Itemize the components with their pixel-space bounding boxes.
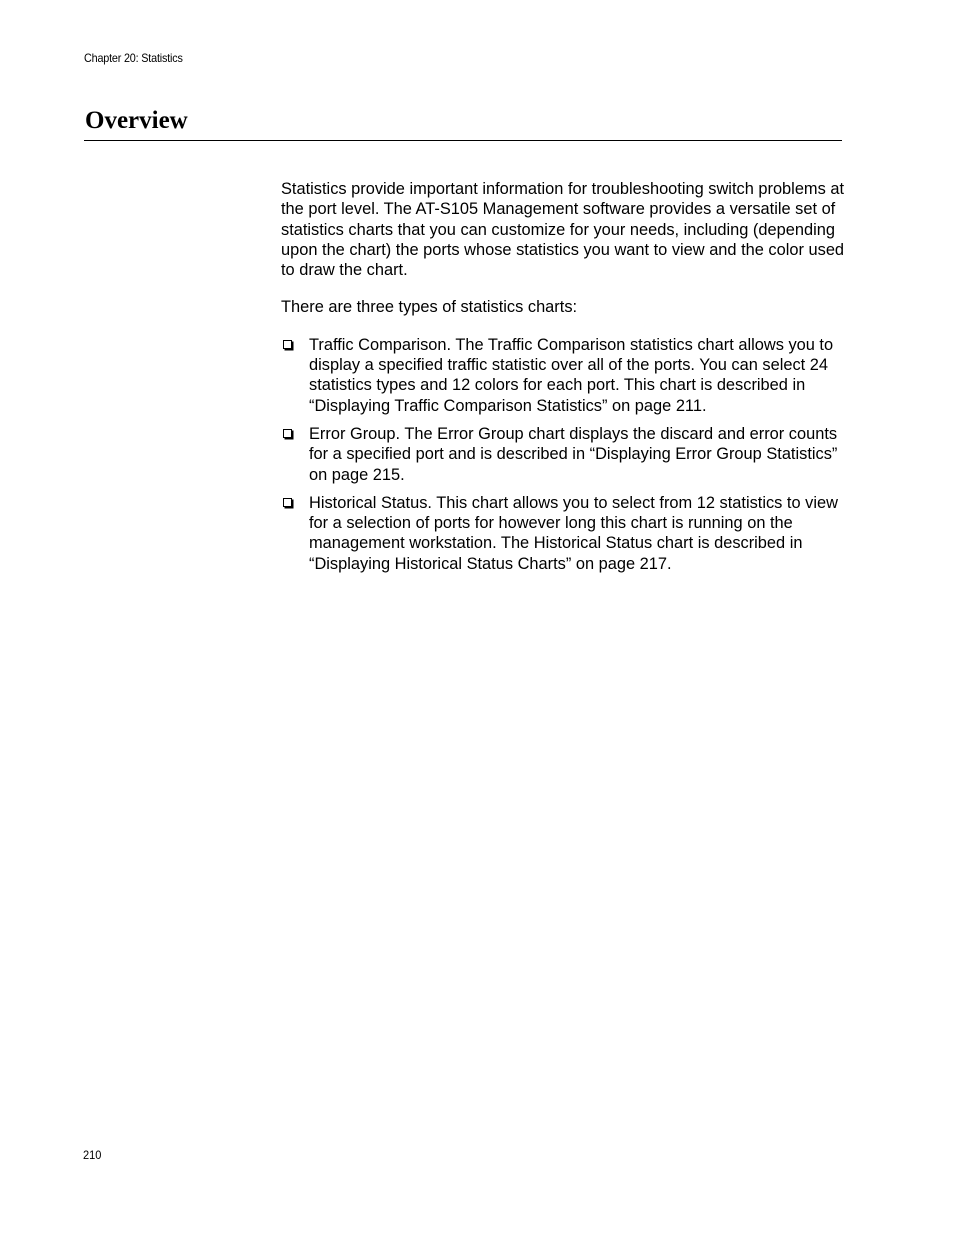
list-item	[281, 335, 846, 416]
lead-in-paragraph: There are three types of statistics charts:	[281, 298, 578, 317]
intro-paragraph: Statistics provide important information for troubleshooting switch problems at the port level. The AT-S105 Management software provides a versatile set of statistics charts that you can customize for your needs, including (depending upon the chart) the ports whose statistics you want to view and the color used to draw the chart.	[281, 180, 845, 280]
body-text	[281, 179, 846, 582]
checkbox-bullet-icon	[283, 498, 292, 507]
list-item-text: Error Group. The Error Group chart displays the discard and error counts for a specified port and is described in “Displaying Error Group Statistics” on page 215.	[309, 424, 838, 484]
running-header: Chapter 20: Statistics	[84, 51, 183, 65]
chart-types-list	[281, 335, 846, 574]
list-item	[281, 424, 846, 485]
list-item-text: Traffic Comparison. The Traffic Comparison statistics chart allows you to display a specified traffic statistic over all of the ports. You can select 24 statistics types and 12 colors for each port. This chart is described in “Displaying Traffic Comparison Statistics” on page 211.	[309, 335, 834, 415]
list-item-text: Historical Status. This chart allows you to select from 12 statistics to view for a selection of ports for however long this chart is running on the management workstation. The Historical Status chart is described in “Displaying Historical Status Charts” on page 217.	[309, 493, 838, 573]
checkbox-bullet-icon	[283, 429, 292, 438]
page-number: 210	[83, 1148, 102, 1162]
list-item	[281, 493, 846, 574]
title-rule	[84, 140, 842, 141]
section-title: Overview	[85, 107, 188, 134]
checkbox-bullet-icon	[283, 340, 292, 349]
